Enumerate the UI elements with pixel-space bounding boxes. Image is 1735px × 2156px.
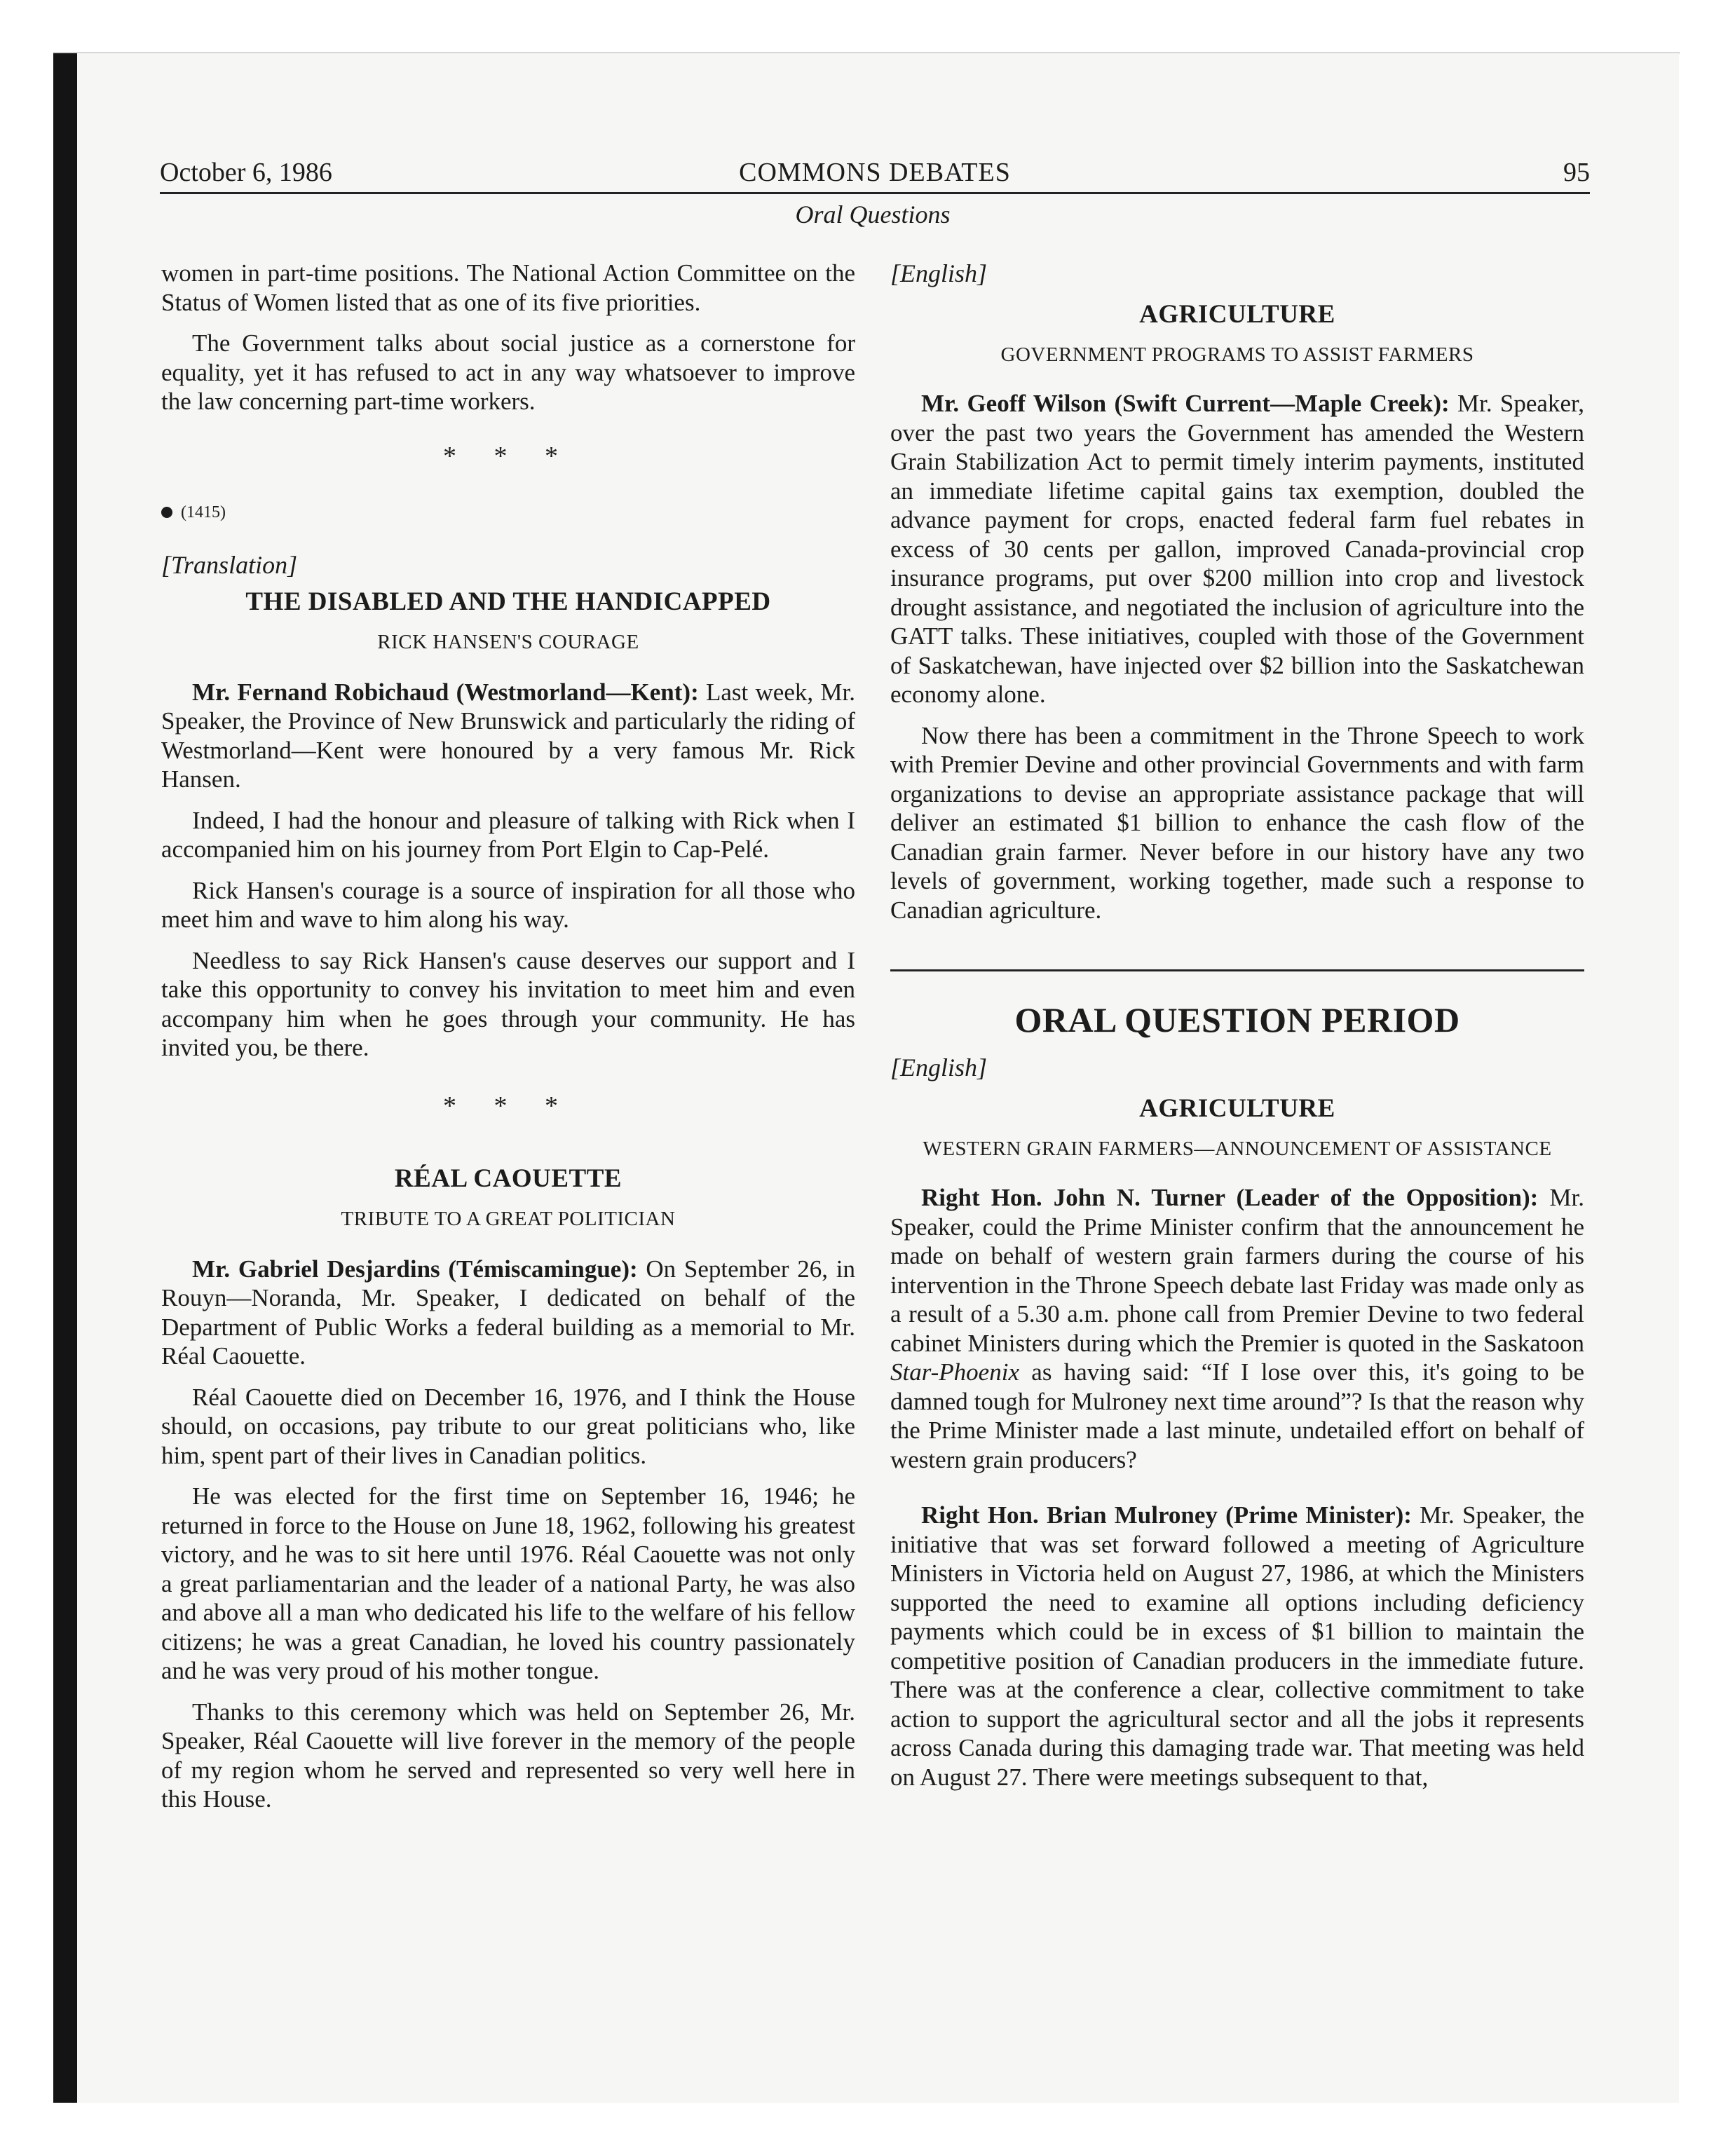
paragraph-robichaud-4: Needless to say Rick Hansen's cause deserves our support and I take this opportunity to convey his invitation to meet him and even accompany him when he goes through your community. He has invited you, be there. [161, 946, 855, 1061]
page-number: 95 [1563, 158, 1590, 187]
statement-wilson [890, 389, 1584, 925]
statement-robichaud [161, 678, 855, 1063]
paragraph-text: Mr. Speaker, over the past two years the Government has amended the Western Grain Stabilization Act to permit timely interim payments, instituted an immediate lifetime capital gains tax exemption, doubled the advance payment for crops, enacted federal farm fuel rebates in excess of 30 cents per gallon, improved Canada-provincial crop insurance programs, put over $200 million into crop and livestock drought assistance, and negotiated the inclusion of agriculture into the GATT talks. These initiatives, coupled with those of the Government of Saskatchewan, have injected over $2 billion into the Saskatchewan economy alone. [890, 390, 1584, 708]
paragraph-desjardins-1 [161, 1255, 855, 1371]
paragraph-part-time-continuation: women in part-time positions. The National Action Committee on the Status of Women listed that as one of its five priorities. [161, 259, 855, 316]
speaker-name: Right Hon. John N. Turner (Leader of the Opposition): [921, 1184, 1539, 1211]
time-marker-label: (1415) [181, 503, 226, 521]
paragraph-desjardins-3: He was elected for the first time on September 16, 1946; he returned in force to the House on June 18, 1962, following his greatest victory, and he was to sit here until 1976. Réal Caouette was not only a great parliamentarian and the leader of a national Party, he was also and above all a man who dedicated his life to the welfare of his fellow citizens; he was a great Canadian, he loved his country passionately and he was very proud of his mother tongue. [161, 1482, 855, 1684]
section-divider-rule [890, 969, 1584, 971]
speaker-name: Mr. Geoff Wilson (Swift Current—Maple Creek): [921, 390, 1450, 417]
paragraph-wilson-1 [890, 389, 1584, 709]
paragraph-text: Mr. Speaker, could the Prime Minister confirm that the announcement he made on behalf of western grain farmers during the course of his intervention in the Throne Speech debate last Friday was made only as a result of a 5.30 a.m. phone call from Premier Devine to two federal cabinet Ministers during which the Premier is quoted in the Saskatoon [890, 1184, 1584, 1357]
section-heading-agriculture: AGRICULTURE [1139, 1094, 1335, 1123]
paragraph-text: Mr. Speaker, the initiative that was set forward followed a meeting of Agriculture Ministers in Victoria held on August 27, 1986, at which the Ministers supported the need to examine all options including deficiency payments which could be in excess of $1 billion to maintain the competitive position of Canadian producers in the immediate future. There was at the conference a clear, collective commitment to take action to support the agricultural sector and all the jobs it represents across Canada during this damaging trade war. That meeting was held on August 27. There were meetings subsequent to that, [890, 1501, 1584, 1791]
paragraph-mulroney-answer [890, 1501, 1584, 1792]
speaker-name: Mr. Gabriel Desjardins (Témiscamingue): [192, 1255, 638, 1283]
paragraph-robichaud-1 [161, 678, 855, 794]
section-subheading-programs: GOVERNMENT PROGRAMS TO ASSIST FARMERS [1000, 343, 1474, 366]
speaker-name: Mr. Fernand Robichaud (Westmorland—Kent): [192, 678, 699, 706]
publication-title: COMMONS DEBATES [739, 158, 1011, 187]
language-label: [English] [890, 259, 988, 287]
section-subheading-hansen: RICK HANSEN'S COURAGE [377, 630, 639, 653]
section-running-subhead: Oral Questions [795, 200, 951, 228]
scan-border-left [53, 53, 77, 2103]
right-column [795, 200, 1584, 1792]
paragraph-desjardins-4: Thanks to this ceremony which was held on September 26, Mr. Speaker, Réal Caouette will live forever in the memory of the people of my region whom he served and represented so very well here in this House. [161, 1698, 855, 1813]
paragraph-desjardins-2: Réal Caouette died on December 16, 1976, and I think the House should, on occasions, pay tribute to our great politicians who, like him, spent part of their lives in Canadian politics. [161, 1383, 855, 1469]
issue-date: October 6, 1986 [160, 158, 332, 187]
time-marker [161, 503, 855, 522]
section-subheading-announcement: WESTERN GRAIN FARMERS—ANNOUNCEMENT OF ASSISTANCE [923, 1138, 1552, 1160]
bullet-dot-icon [161, 507, 172, 518]
language-label: [English] [890, 1053, 988, 1082]
exchange-turner-mulroney [890, 1183, 1584, 1792]
newspaper-title: Star-Phoenix [890, 1358, 1019, 1386]
paragraph-robichaud-3: Rick Hansen's courage is a source of inspiration for all those who meet him and wave to him along his way. [161, 876, 855, 933]
section-heading-agriculture: AGRICULTURE [1139, 300, 1335, 329]
left-column [161, 200, 855, 1814]
section-separator-stars: * * * [443, 441, 573, 471]
translation-label: [Translation] [161, 550, 298, 579]
paragraph-text: On September 26, in Rouyn—Noranda, Mr. Speaker, I dedicated on behalf of the Department of Public Works a federal building as a memorial to Mr. Réal Caouette. [161, 1255, 855, 1370]
paragraph-text: Last week, Mr. Speaker, the Province of New Brunswick and particularly the riding of Westmorland—Kent were honoured by a very famous Mr. Rick Hansen. [161, 678, 855, 793]
paragraph-wilson-2: Now there has been a commitment in the Throne Speech to work with Premier Devine and other provincial Governments and with farm organizations to devise an appropriate assistance package that will deliver an estimated $1 billion to enhance the cash flow of the Canadian grain farmer. Never before in our history have any two levels of government, working together, made such a response to Canadian agriculture. [890, 721, 1584, 924]
running-head [160, 153, 1590, 194]
section-separator-stars: * * * [443, 1091, 573, 1121]
section-heading-caouette: RÉAL CAOUETTE [394, 1164, 622, 1193]
section-subheading-tribute: TRIBUTE TO A GREAT POLITICIAN [341, 1207, 676, 1230]
oral-question-period-heading: ORAL QUESTION PERIOD [1014, 1000, 1460, 1039]
statement-desjardins [161, 1255, 855, 1814]
paragraph-turner-question [890, 1183, 1584, 1474]
paragraph-social-justice: The Government talks about social justice as a cornerstone for equality, yet it has refused to act in any way whatsoever to improve the law concerning part-time workers. [161, 329, 855, 415]
paragraph-robichaud-2: Indeed, I had the honour and pleasure of talking with Rick when I accompanied him on his journey from Port Elgin to Cap-Pelé. [161, 806, 855, 863]
speaker-name: Right Hon. Brian Mulroney (Prime Minister): [921, 1501, 1412, 1529]
paragraph-text: as having said: “If I lose over this, it's going to be damned tough for Mulroney next time around”? Is that the reason why the Prime Minister made a last minute, undetailed effort on behalf of western grain producers? [890, 1358, 1584, 1473]
section-heading-disabled: THE DISABLED AND THE HANDICAPPED [245, 587, 771, 616]
